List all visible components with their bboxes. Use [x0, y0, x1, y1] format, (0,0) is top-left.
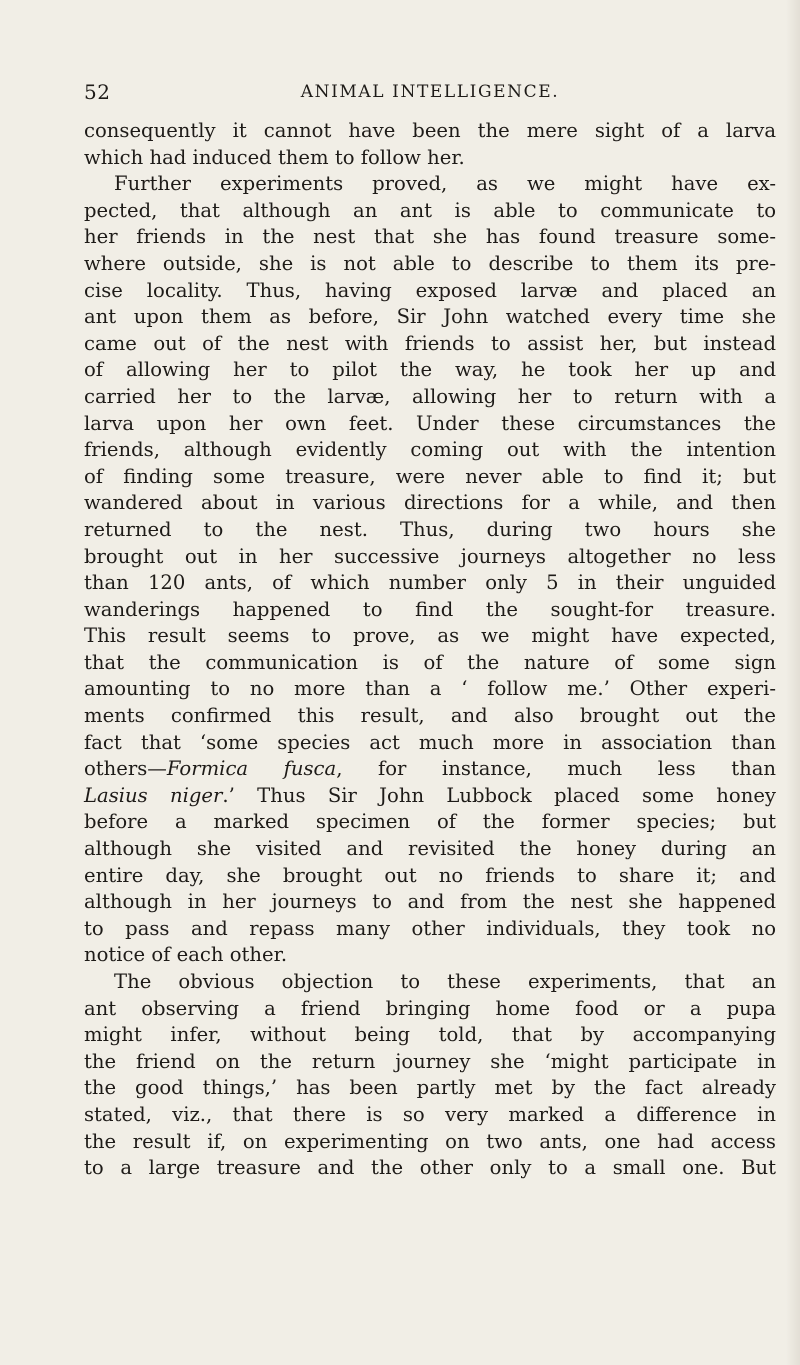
text-line: others—Formica fusca, for instance, much less than [84, 757, 776, 781]
text-line: where outside, she is not able to describe to them its pre- [84, 251, 776, 275]
text-line: of allowing her to pilot the way, he took her up and [84, 358, 776, 382]
text-line: pected, that although an ant is able to communicate to [84, 198, 776, 222]
text-line: to pass and repass many other individuals, they took no [84, 916, 776, 940]
text-line: fact that ‘some species act much more in association than [84, 730, 776, 754]
text-line: of finding some treasure, were never able to find it; but [84, 464, 776, 488]
running-title: ANIMAL INTELLIGENCE. [300, 82, 560, 102]
text-line: although in her journeys to and from the nest she happened [84, 890, 776, 914]
text-line: her friends in the nest that she has found treasure some- [84, 225, 776, 249]
text-line: cise locality. Thus, having exposed larvæ and placed an [84, 278, 776, 302]
body-text [84, 118, 776, 1182]
text-line: ant observing a friend bringing home food or a pupa [84, 996, 776, 1020]
text-line: This result seems to prove, as we might have expected, [84, 624, 776, 648]
text-line: that the communication is of the nature of some sign [84, 650, 776, 674]
text-line: larva upon her own feet. Under these circumstances the [84, 411, 776, 435]
text-line: which had induced them to follow her. [84, 145, 465, 169]
text-line: might infer, without being told, that by accompanying [84, 1023, 776, 1047]
text-line: ant upon them as before, Sir John watched every time she [84, 305, 776, 329]
text-line: Lasius niger.’ Thus Sir John Lubbock placed some honey [84, 783, 776, 807]
text-line: ments confirmed this result, and also brought out the [84, 704, 776, 728]
text-line: The obvious objection to these experiments, that an [114, 970, 776, 993]
text-line: notice of each other. [84, 943, 288, 967]
page-header [84, 80, 776, 110]
text-line: stated, viz., that there is so very marked a difference in [84, 1102, 776, 1126]
text-line: the friend on the return journey she ‘might participate in [84, 1049, 776, 1073]
text-line: amounting to no more than a ‘ follow me.’ Other experi- [84, 677, 776, 701]
page-number: 52 [84, 80, 111, 104]
text-line: before a marked specimen of the former species; but [84, 810, 776, 834]
text-line: wandered about in various directions for a while, and then [84, 491, 776, 515]
text-line: than 120 ants, of which number only 5 in their unguided [84, 571, 776, 595]
text-line: the result if, on experimenting on two ants, one had access [84, 1129, 776, 1153]
text-line: carried her to the larvæ, allowing her to return with a [84, 384, 776, 408]
text-line: to a large treasure and the other only to a small one. But [84, 1156, 776, 1180]
text-line: the good things,’ has been partly met by the fact already [84, 1076, 776, 1100]
text-line: friends, although evidently coming out with the intention [84, 438, 776, 462]
text-line: returned to the nest. Thus, during two hours she [84, 517, 776, 541]
text-line: consequently it cannot have been the mere sight of a larva [84, 119, 776, 142]
text-line: wanderings happened to find the sought-for treasure. [84, 597, 776, 621]
text-line: brought out in her successive journeys altogether no less [84, 544, 776, 568]
text-line: came out of the nest with friends to assist her, but instead [84, 331, 776, 355]
text-line: entire day, she brought out no friends to share it; and [84, 863, 776, 887]
text-line: although she visited and revisited the honey during an [84, 837, 776, 861]
page-edge-shadow [786, 0, 800, 1365]
text-line: Further experiments proved, as we might have ex- [114, 172, 776, 196]
